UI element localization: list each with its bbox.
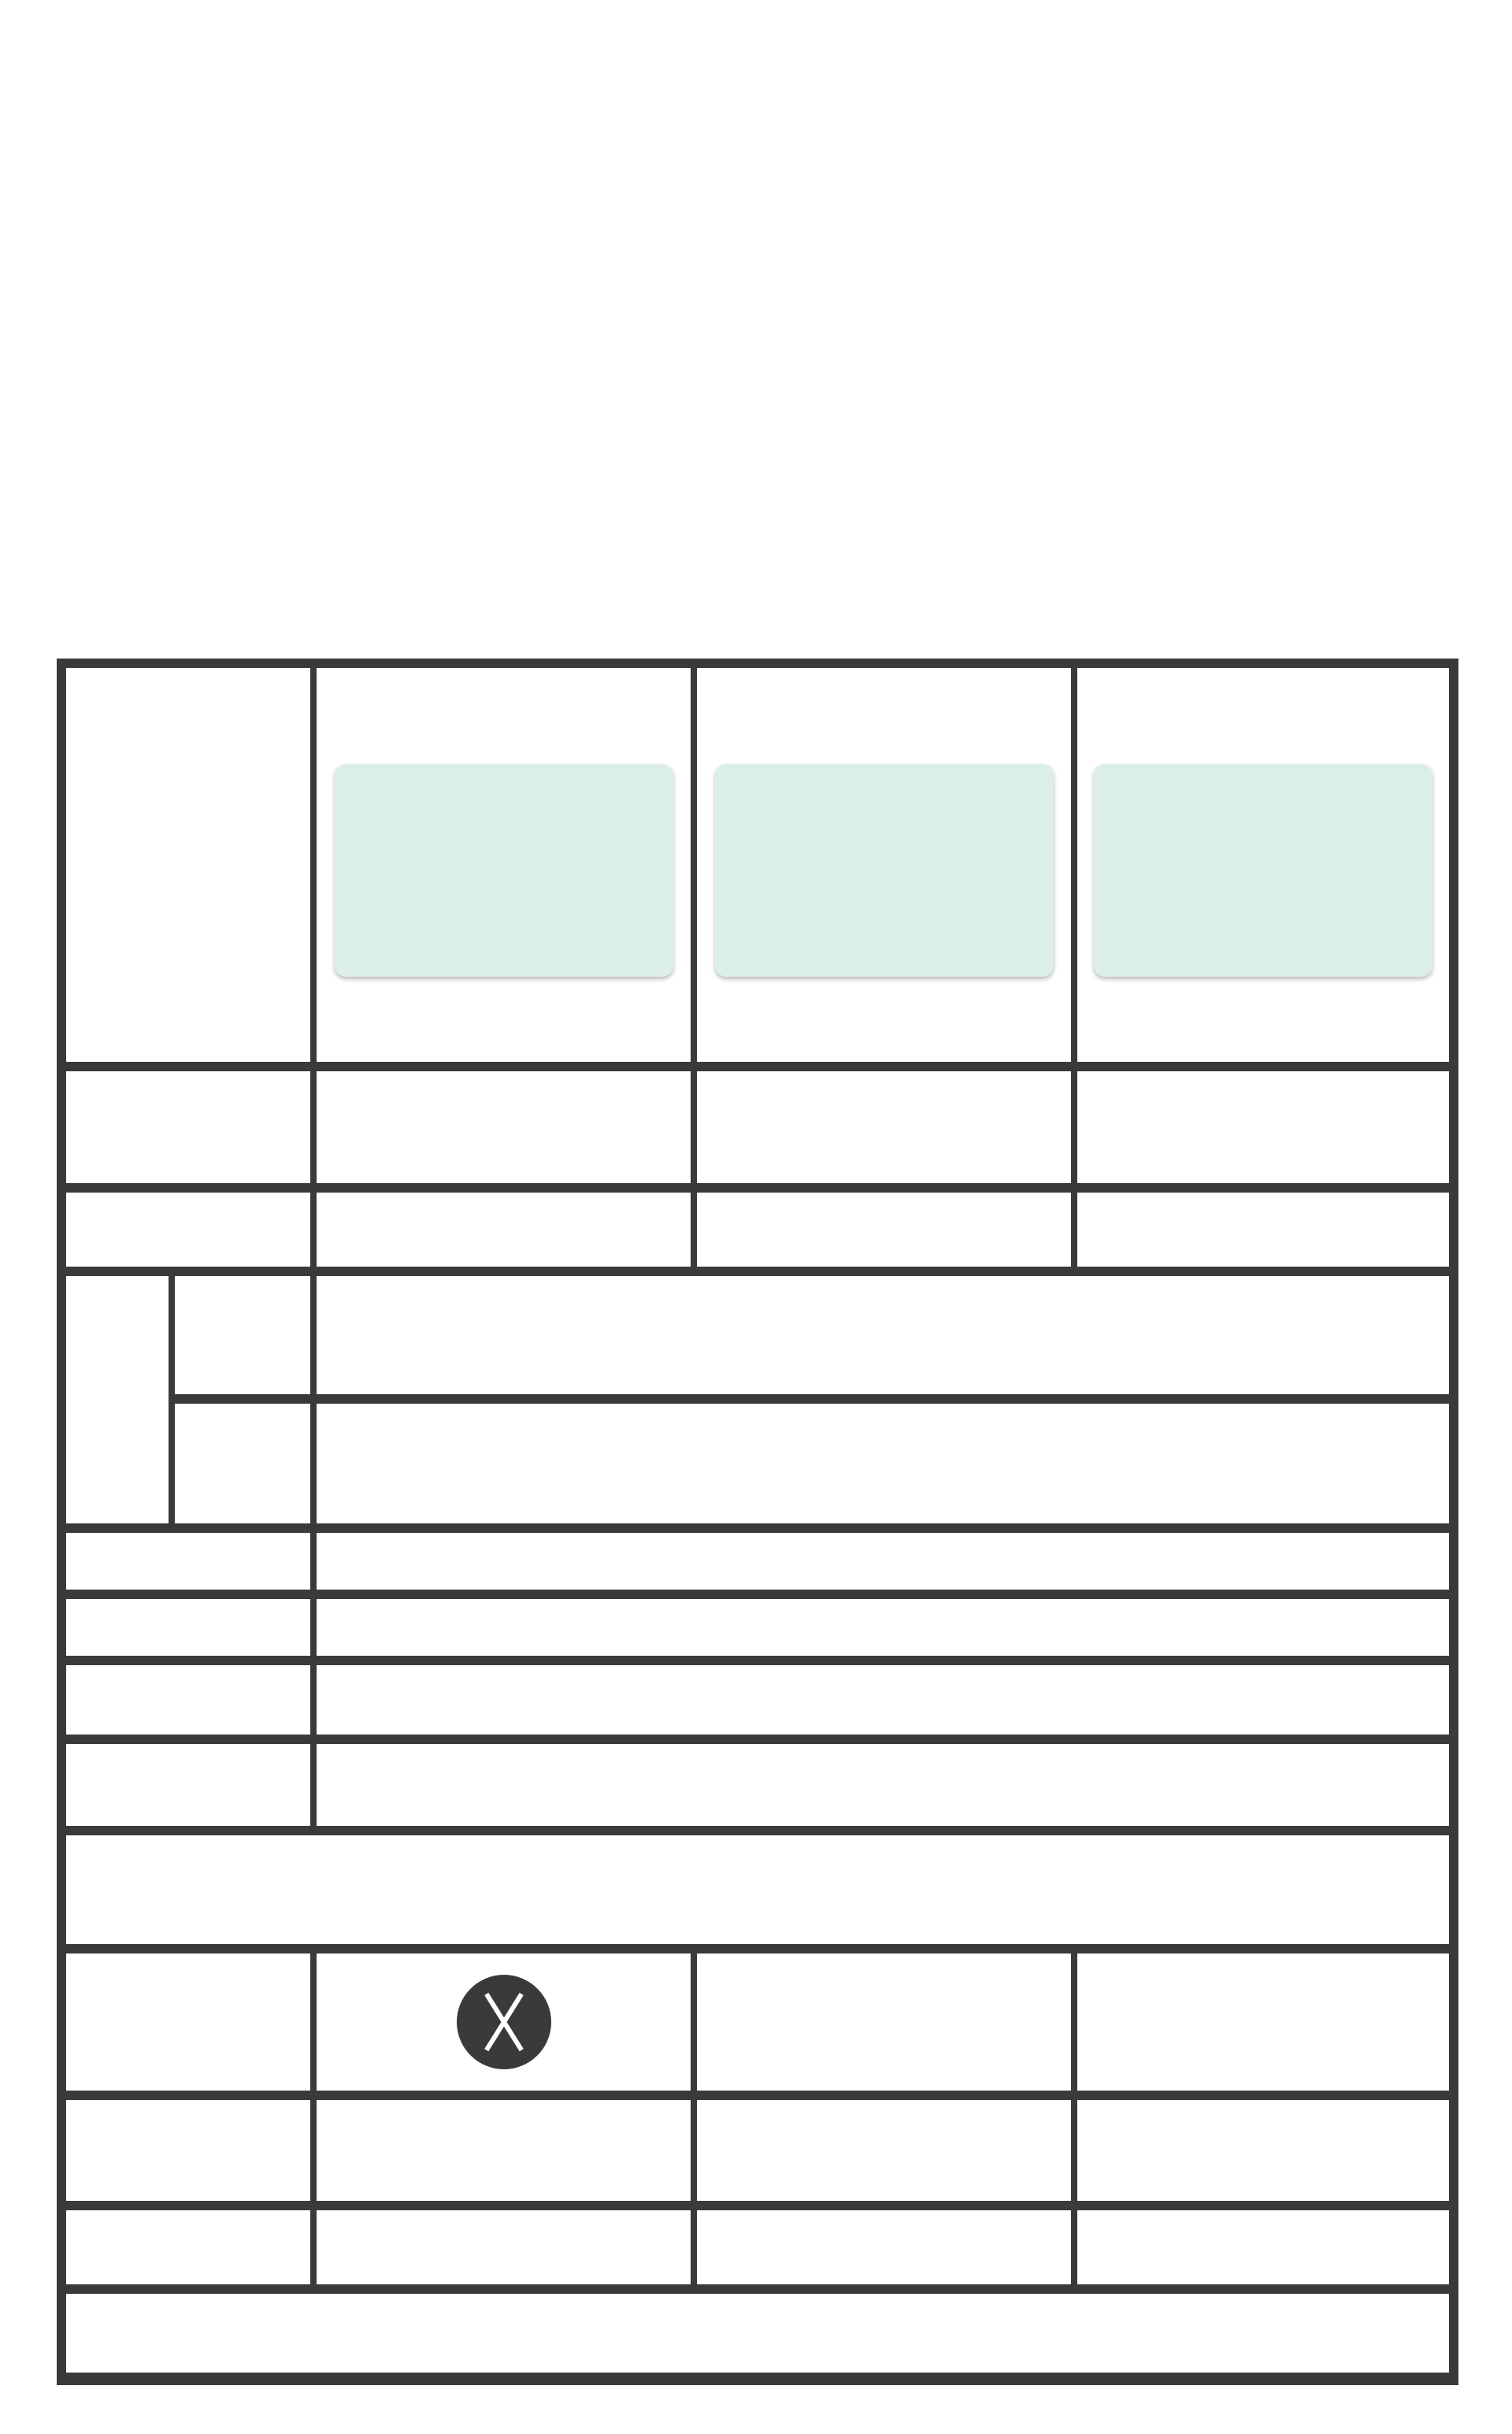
points-rebate-label [66, 2210, 310, 2284]
register-gift-value [317, 1533, 1449, 1590]
validity-tier2 [697, 1193, 1071, 1267]
renewal-tier2 [697, 2100, 1071, 2201]
member-discount-tier3 [1077, 1954, 1449, 2091]
benefits-group-label-cell [66, 1276, 169, 1523]
points-redeem-label-cell [175, 1404, 310, 1523]
open-gift-label [66, 1665, 310, 1735]
line-gift-label [66, 1599, 310, 1656]
tier2-card-image [715, 764, 1054, 977]
header-tier3 [1077, 668, 1449, 1062]
tier3-card-image [1094, 764, 1432, 977]
tier1-card-image [335, 764, 673, 977]
rebate-example [66, 2294, 1449, 2373]
points-rebate-tier2 [697, 2210, 1071, 2284]
coupon-notice [66, 1835, 1449, 1944]
upgrade-tier3 [1077, 1071, 1449, 1183]
register-gift-label [66, 1533, 310, 1590]
upgrade-label-cell [66, 1071, 310, 1183]
member-discount-tier2 [697, 1954, 1071, 2091]
validity-label-cell [66, 1193, 310, 1267]
x-circle-icon [457, 1975, 551, 2069]
birthday-gift-value [317, 1744, 1449, 1826]
header-tier1 [317, 668, 691, 1062]
upgrade-tier1 [317, 1071, 691, 1183]
upgrade-tier2 [697, 1071, 1071, 1183]
points-redeem-value [317, 1404, 1449, 1523]
renewal-tier3 [1077, 2100, 1449, 2201]
renewal-label [66, 2100, 310, 2201]
validity-tier1 [317, 1193, 691, 1267]
points-accrual-label-cell [175, 1276, 310, 1394]
validity-tier3 [1077, 1193, 1449, 1267]
member-discount-tier1 [317, 1954, 691, 2091]
line-gift-value [317, 1599, 1449, 1656]
points-rebate-tier1 [317, 2210, 691, 2284]
member-discount-label [66, 1954, 310, 2091]
benefits-table [57, 659, 1458, 2385]
header-label-cell [66, 668, 310, 1062]
open-gift-value [317, 1665, 1449, 1735]
points-rebate-tier3 [1077, 2210, 1449, 2284]
points-accrual-value [317, 1276, 1449, 1394]
renewal-tier1 [317, 2100, 691, 2201]
header-tier2 [697, 668, 1071, 1062]
birthday-gift-label [66, 1744, 310, 1826]
